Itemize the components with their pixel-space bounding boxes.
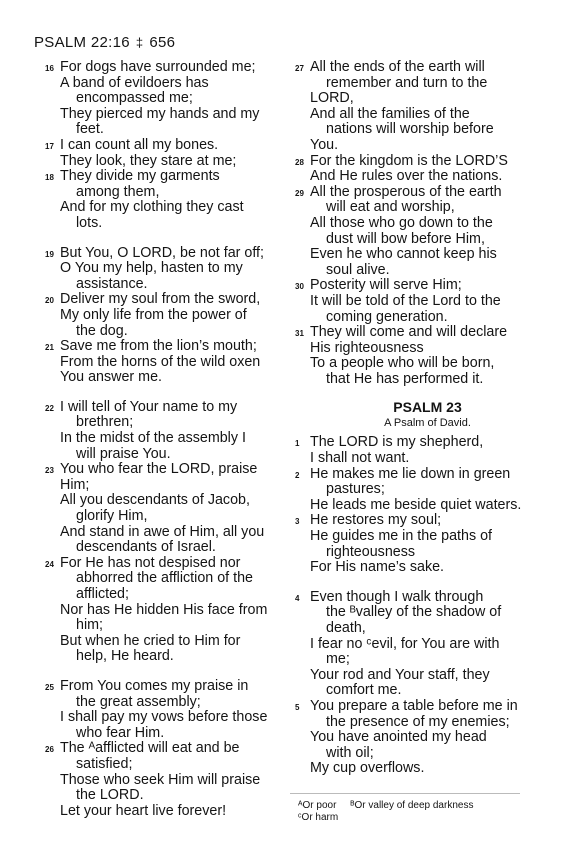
- verse-number: 28: [295, 157, 304, 167]
- verse-number: 21: [45, 343, 54, 353]
- verse-line: the great assembly;: [76, 693, 201, 710]
- verse-line: the dog.: [76, 322, 128, 339]
- verse-line: Him;: [60, 476, 90, 493]
- verse-line: A band of evildoers has: [60, 74, 209, 91]
- verse-line: satisfied;: [76, 755, 133, 772]
- verse: [295, 697, 545, 777]
- verse-line: feet.: [76, 121, 104, 138]
- stanza-break: [60, 386, 295, 400]
- verse-line: All the prosperous of the earth: [310, 183, 502, 200]
- verse-number: 2: [295, 470, 300, 480]
- verse-line: It will be told of the Lord to the: [310, 292, 501, 309]
- verse-line: comfort me.: [326, 682, 402, 699]
- verse-line: I will tell of Your name to my: [60, 398, 238, 415]
- verse-line: They pierced my hands and my: [60, 105, 260, 122]
- verse-line: And He rules over the nations.: [310, 168, 503, 185]
- verse-line: The ᴬafflicted will eat and be: [60, 740, 240, 757]
- verse-line: coming generation.: [326, 308, 448, 325]
- verse-line: him;: [76, 617, 104, 634]
- verse-line: with oil;: [326, 744, 374, 761]
- verse-line: pastures;: [326, 481, 385, 498]
- footnotes: [298, 800, 473, 824]
- verse: [45, 136, 295, 169]
- verse-line: that He has performed it.: [326, 370, 484, 387]
- footnote-divider: [290, 793, 520, 794]
- verse: [45, 244, 295, 293]
- verse-line: Even he who cannot keep his: [310, 246, 497, 263]
- verse-line: But You, O LORD, be not far off;: [60, 244, 264, 261]
- verse-line: Your rod and Your staff, they: [310, 666, 490, 683]
- psalm-title: PSALM 23: [393, 399, 462, 416]
- verse: [45, 291, 295, 339]
- left-column: [45, 59, 295, 819]
- verse-number: 17: [45, 141, 54, 151]
- verse-number: 3: [295, 517, 300, 527]
- verse-line: brethren;: [76, 414, 134, 431]
- verse-line: glorify Him,: [76, 508, 148, 525]
- verse-line: assistance.: [76, 275, 148, 292]
- footnote-a: ᴬOr poor: [298, 800, 337, 811]
- verse-line: dust will bow before Him,: [326, 230, 485, 247]
- footnote-b: ᴮOr valley of deep darkness: [350, 800, 474, 811]
- verse-line: All you descendants of Jacob,: [60, 492, 250, 509]
- verse-line: I shall pay my vows before those: [60, 709, 268, 726]
- verse-number: 5: [295, 702, 300, 712]
- verse-line: Even though I walk through: [310, 588, 484, 605]
- verse-line: You answer me.: [60, 369, 162, 386]
- verse-line: He restores my soul;: [310, 512, 442, 529]
- page-header: [34, 34, 175, 51]
- verse-line: I shall not want.: [310, 450, 410, 467]
- verse: [295, 59, 545, 154]
- verse-line: You who fear the LORD, praise: [60, 461, 258, 478]
- verse-line: remember and turn to the: [326, 74, 488, 91]
- chapter-reference: PSALM 22:16: [34, 34, 130, 51]
- footnote-c: ᶜOr harm: [298, 812, 339, 823]
- verse-number: 22: [45, 403, 54, 413]
- verse-line: will praise You.: [76, 445, 171, 462]
- verse-number: 24: [45, 559, 54, 569]
- verse-line: For the kingdom is the LORD’S: [310, 152, 508, 169]
- psalm-superscription: A Psalm of David.: [384, 417, 471, 430]
- verse-line: You prepare a table before me in: [310, 697, 518, 714]
- verse-line: Save me from the lion’s mouth;: [60, 338, 257, 355]
- verse-line: death,: [326, 620, 366, 636]
- stanza-break: [60, 665, 295, 679]
- verse-line: righteousness: [326, 543, 416, 560]
- verse-line: LORD,: [310, 90, 354, 107]
- verse: [295, 324, 545, 387]
- verse: [45, 398, 295, 462]
- verse-line: I can count all my bones.: [60, 136, 219, 153]
- verse-line: You have anointed my head: [310, 729, 487, 746]
- page-number: 656: [149, 34, 176, 51]
- verse-line: My cup overflows.: [310, 760, 425, 777]
- verse-number: 29: [295, 188, 304, 198]
- stanza-break: [310, 576, 545, 590]
- verse-line: who fear Him.: [76, 724, 165, 741]
- verse-number: 30: [295, 282, 304, 292]
- verse-line: soul alive.: [326, 261, 390, 278]
- verse: [45, 461, 295, 556]
- verse-line: They divide my garments: [60, 168, 220, 185]
- verse-number: 25: [45, 682, 54, 692]
- verse-line: For His name’s sake.: [310, 559, 445, 576]
- verse-number: 20: [45, 296, 54, 306]
- verse-line: All the ends of the earth will: [310, 59, 485, 75]
- verse-line: will eat and worship,: [326, 199, 455, 216]
- verse-line: Let your heart live forever!: [60, 802, 227, 819]
- verse-line: abhorred the affliction of the: [76, 570, 253, 587]
- verse: [295, 152, 545, 185]
- verse-number: 18: [45, 173, 54, 183]
- verse-line: Posterity will serve Him;: [310, 277, 462, 294]
- verse-line: From the horns of the wild oxen: [60, 353, 261, 370]
- verse: [295, 588, 545, 699]
- verse-line: His righteousness: [310, 339, 424, 356]
- verse-line: You.: [310, 136, 339, 153]
- verse: [295, 465, 545, 514]
- verse-line: All those who go down to the: [310, 214, 493, 231]
- verse-line: nations will worship before: [326, 121, 494, 138]
- verse-line: descendants of Israel.: [76, 539, 216, 556]
- verse-number: 1: [295, 439, 300, 449]
- verse-line: He leads me beside quiet waters.: [310, 496, 522, 513]
- verse-line: Those who seek Him will praise: [60, 771, 261, 788]
- verse: [295, 183, 545, 279]
- verse-line: He makes me lie down in green: [310, 465, 511, 482]
- verse-line: the presence of my enemies;: [326, 713, 510, 730]
- verse-line: They look, they stare at me;: [60, 152, 237, 169]
- verse: [295, 434, 545, 467]
- verse-line: Nor has He hidden His face from: [60, 601, 268, 618]
- verse-line: among them,: [76, 183, 160, 200]
- verse-number: 4: [295, 593, 300, 603]
- header-separator: ‡: [135, 35, 144, 50]
- stanza-break: [60, 232, 295, 246]
- verse-number: 31: [295, 329, 304, 339]
- verse: [45, 740, 295, 819]
- verse-line: afflicted;: [76, 586, 129, 602]
- verse: [45, 338, 295, 386]
- verse: [45, 677, 295, 741]
- verse: [295, 277, 545, 325]
- verse-line: O You my help, hasten to my: [60, 260, 243, 277]
- verse-line: encompassed me;: [76, 90, 193, 107]
- verse-line: My only life from the power of: [60, 306, 247, 323]
- verse-line: Deliver my soul from the sword,: [60, 291, 261, 308]
- verse-line: But when he cried to Him for: [60, 632, 241, 649]
- verse-line: They will come and will declare: [310, 324, 508, 341]
- verse-line: the ᴮvalley of the shadow of: [326, 604, 502, 621]
- verse: [295, 512, 545, 576]
- verse-line: To a people who will be born,: [310, 355, 495, 372]
- verse-number: 26: [45, 745, 54, 755]
- verse-number: 19: [45, 249, 54, 259]
- verse-number: 23: [45, 466, 54, 476]
- verse-line: For He has not despised nor: [60, 554, 241, 571]
- verse-line: For dogs have surrounded me;: [60, 59, 256, 75]
- verse: [45, 554, 295, 665]
- verse-line: And for my clothing they cast: [60, 199, 244, 216]
- verse-line: In the midst of the assembly I: [60, 430, 246, 447]
- verse-line: the LORD.: [76, 787, 144, 804]
- verse: [45, 59, 295, 138]
- verse-number: 16: [45, 64, 54, 73]
- verse-line: He guides me in the paths of: [310, 528, 492, 545]
- verse: [45, 168, 295, 231]
- verse-line: The LORD is my shepherd,: [310, 434, 484, 451]
- verse-line: From You comes my praise in: [60, 677, 249, 694]
- verse-line: I fear no ᶜevil, for You are with: [310, 635, 500, 652]
- verse-line: And stand in awe of Him, all you: [60, 523, 265, 540]
- right-column: [295, 59, 545, 777]
- verse-line: lots.: [76, 214, 103, 231]
- verse-number: 27: [295, 64, 304, 73]
- verse-line: me;: [326, 651, 350, 668]
- verse-line: And all the families of the: [310, 105, 470, 122]
- verse-line: help, He heard.: [76, 648, 174, 665]
